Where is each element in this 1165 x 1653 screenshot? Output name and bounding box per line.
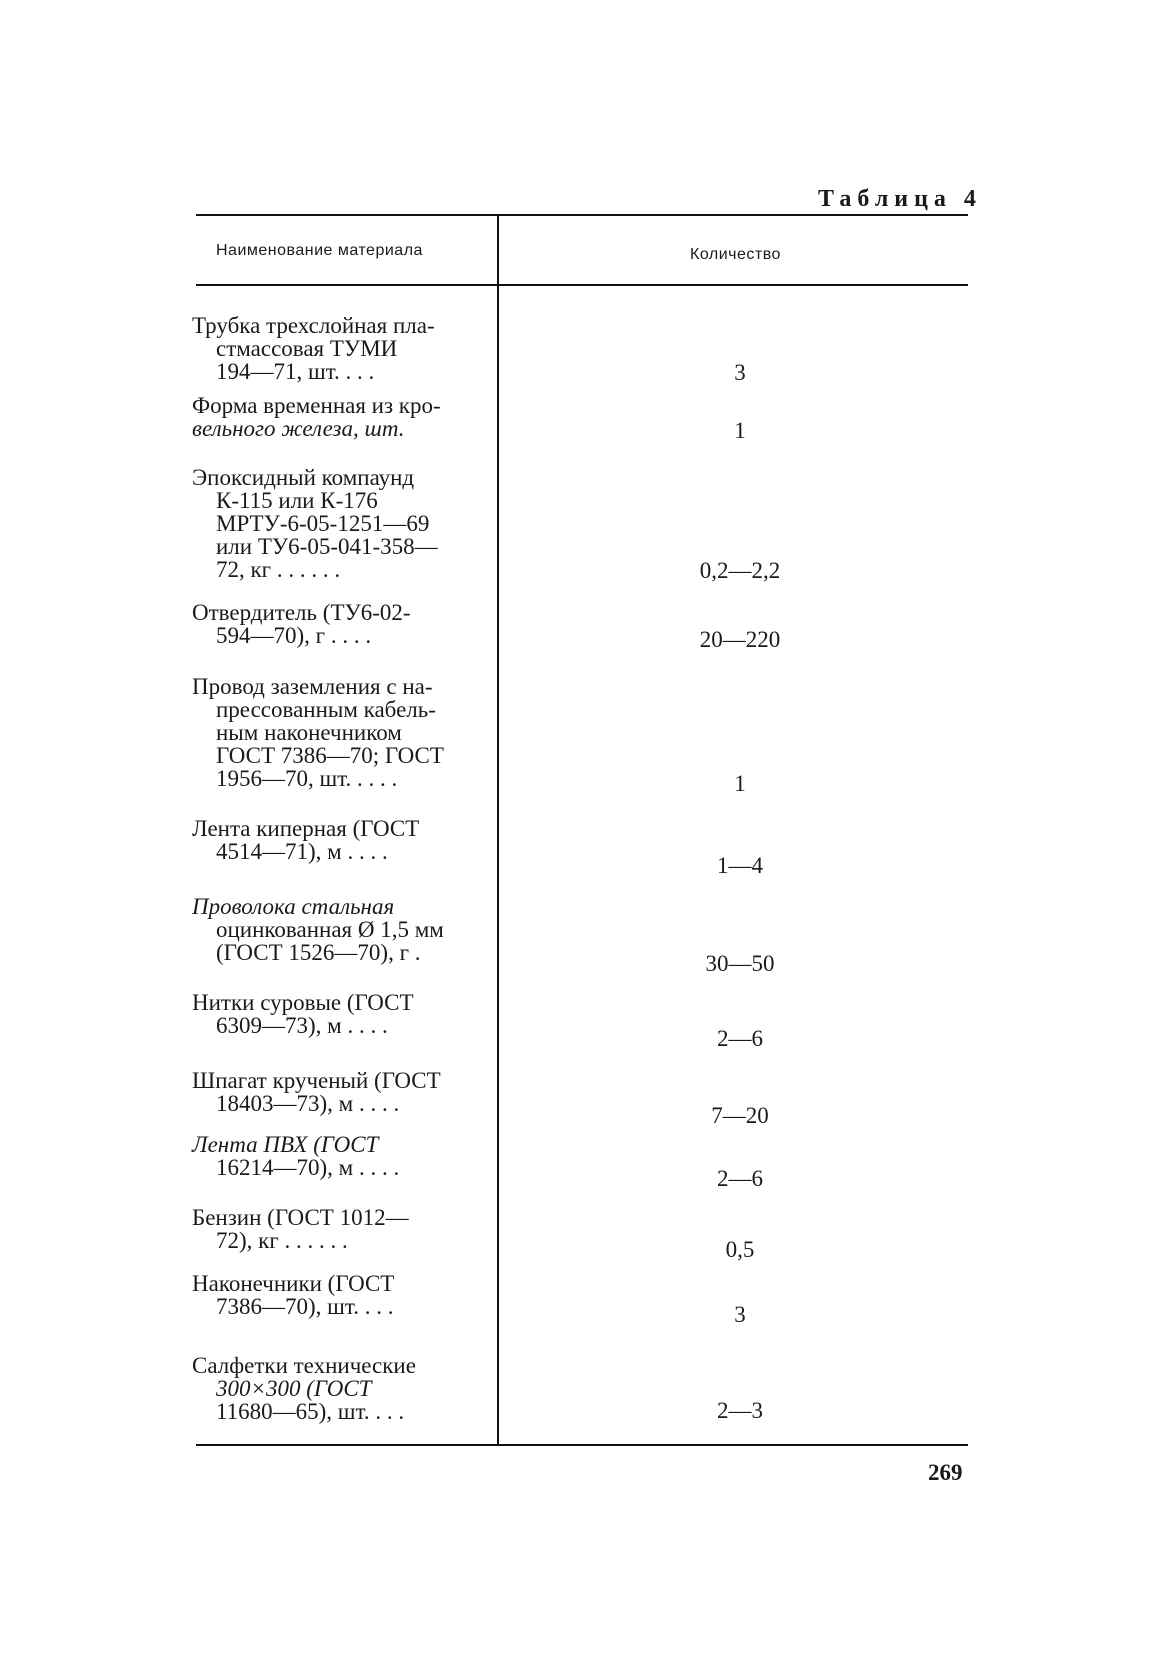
material-name <box>192 601 480 647</box>
material-name <box>192 394 480 440</box>
name-line: Лента ПВХ (ГОСТ <box>192 1132 379 1157</box>
quantity-cell: 2—6 <box>717 1166 763 1191</box>
header-quantity: Количество <box>690 246 781 263</box>
table-row <box>192 314 480 383</box>
material-name <box>192 1206 480 1252</box>
quantity-cell: 1 <box>734 418 746 443</box>
name-line: 300×300 (ГОСТ <box>216 1376 372 1401</box>
table-row <box>192 466 480 581</box>
table-row <box>192 394 480 440</box>
material-name <box>192 1354 480 1423</box>
name-line: 11680—65), шт. . . . <box>216 1399 405 1424</box>
table-row <box>192 1206 480 1252</box>
name-line: ным наконечником <box>216 720 402 745</box>
name-line: (ГОСТ 1526—70), г . <box>216 940 421 965</box>
name-line: МРТУ-6-05-1251—69 <box>216 511 430 536</box>
table-row <box>192 601 480 647</box>
table-row <box>192 1272 480 1318</box>
material-name <box>192 675 480 790</box>
name-line: вельного железа, шт. <box>192 416 405 441</box>
quantity-cell: 1—4 <box>717 853 763 878</box>
table-row <box>192 675 480 790</box>
name-line: К-115 или К-176 <box>216 488 378 513</box>
name-line: 16214—70), м . . . . <box>216 1155 400 1180</box>
quantity-cell: 2—6 <box>717 1026 763 1051</box>
quantity-cell: 1 <box>734 771 746 796</box>
column-divider <box>497 214 499 1444</box>
quantity-cell: 0,5 <box>725 1237 755 1262</box>
name-line: Провод заземления с на- <box>192 674 433 699</box>
quantity-cell: 3 <box>734 360 746 385</box>
top-rule <box>196 214 968 216</box>
page-number: 269 <box>928 1460 963 1485</box>
name-line: 1956—70, шт. . . . . <box>216 766 398 791</box>
material-name <box>192 991 480 1037</box>
name-line: Проволока стальная <box>192 894 395 919</box>
name-line: Трубка трехслойная пла- <box>192 313 435 338</box>
quantity-cell: 2—3 <box>717 1398 763 1423</box>
table-title: Таблица 4 <box>818 186 982 212</box>
header-bottom-rule <box>196 284 968 286</box>
name-line: Бензин (ГОСТ 1012— <box>192 1205 409 1230</box>
name-line: 194—71, шт. . . . <box>216 359 375 384</box>
name-line: 4514—71), м . . . . <box>216 839 388 864</box>
name-line: 594—70), г . . . . <box>216 623 372 648</box>
name-line: 7386—70), шт. . . . <box>216 1294 394 1319</box>
name-line: Салфетки технические <box>192 1353 416 1378</box>
name-line: Наконечники (ГОСТ <box>192 1271 395 1296</box>
name-line: 72, кг . . . . . . <box>216 557 341 582</box>
material-name <box>192 314 480 383</box>
name-line: Нитки суровые (ГОСТ <box>192 990 414 1015</box>
material-name <box>192 1069 480 1115</box>
name-line: оцинкованная Ø 1,5 мм <box>216 917 444 942</box>
material-name <box>192 817 480 863</box>
name-line: 18403—73), м . . . . <box>216 1091 400 1116</box>
quantity-cell: 30—50 <box>705 951 775 976</box>
name-line: Отвердитель (ТУ6-02- <box>192 600 411 625</box>
name-line: прессованным кабель- <box>216 697 436 722</box>
name-line: Шпагат крученый (ГОСТ <box>192 1068 441 1093</box>
quantity-cell: 20—220 <box>699 627 781 652</box>
table-row <box>192 895 480 964</box>
name-line: стмассовая ТУМИ <box>216 336 398 361</box>
bottom-rule <box>196 1444 968 1446</box>
name-line: 72), кг . . . . . . <box>216 1228 348 1253</box>
name-line: Лента киперная (ГОСТ <box>192 816 420 841</box>
quantity-cell: 3 <box>734 1302 746 1327</box>
material-name <box>192 1272 480 1318</box>
quantity-cell: 7—20 <box>711 1103 769 1128</box>
table-row <box>192 1354 480 1423</box>
name-line: 6309—73), м . . . . <box>216 1013 388 1038</box>
header-name: Наименование материала <box>216 242 423 259</box>
table-row <box>192 1133 480 1179</box>
table-row <box>192 991 480 1037</box>
name-line: Форма временная из кро- <box>192 393 441 418</box>
name-line: или ТУ6-05-041-358— <box>216 534 438 559</box>
name-line: ГОСТ 7386—70; ГОСТ <box>216 743 444 768</box>
table-row <box>192 817 480 863</box>
name-line: Эпоксидный компаунд <box>192 465 415 490</box>
material-name <box>192 895 480 964</box>
material-name <box>192 1133 480 1179</box>
table-row <box>192 1069 480 1115</box>
material-name <box>192 466 480 581</box>
quantity-cell: 0,2—2,2 <box>699 558 781 583</box>
